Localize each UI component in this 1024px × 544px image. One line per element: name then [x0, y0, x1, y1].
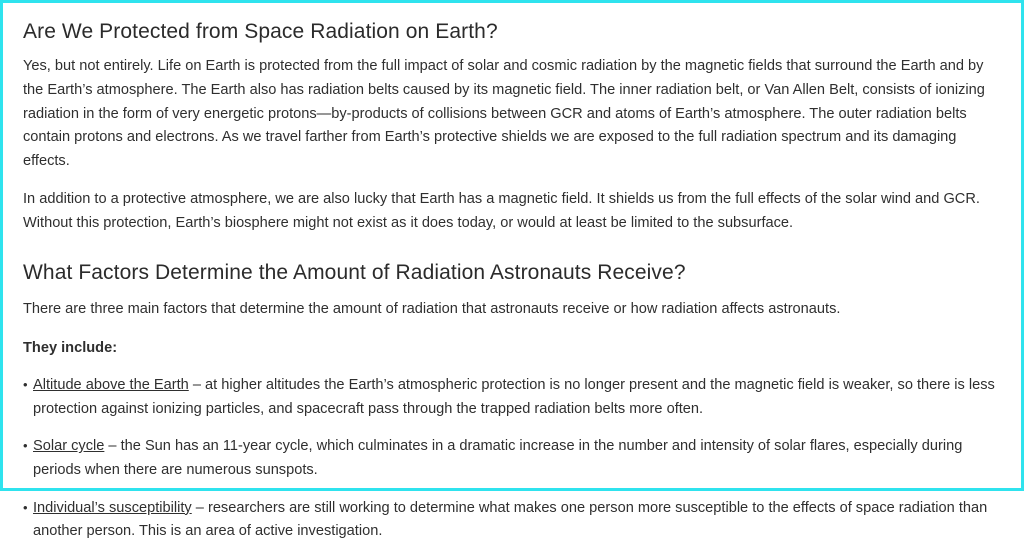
document-content [3, 3, 1021, 544]
paragraph-magnetic-field: In addition to a protective atmosphere, we are also lucky that Earth has a magnetic field. It shields us from the full effects of the solar wind and GCR. Without this protection, Earth’s biosphere might not exist as it does today, or would at least be limited to the subsurface. [23, 191, 980, 232]
list-item [23, 374, 1001, 421]
section-heading-factors: What Factors Determine the Amount of Radiation Astronauts Receive? [23, 260, 686, 284]
list-item-term: Individual’s susceptibility [33, 499, 192, 516]
list-item-text: – the Sun has an 11-year cycle, which culminates in a dramatic increase in the number and intensity of solar flares, especially during periods when there are numerous sunspots. [33, 438, 963, 478]
paragraph-earth-protection: Yes, but not entirely. Life on Earth is protected from the full impact of solar and cosmic radiation by the magnetic fields that surround the Earth and by the Earth’s atmosphere. The Earth also has radiation belts caused by its magnetic field. The inner radiation belt, or Van Allen Belt, consists of ionizing radiation in the form of very energetic protons—by-products of collisions between GCR and atoms of Earth’s atmosphere. The outer radiation belts contain protons and electrons. As we travel farther from Earth’s protective shields we are exposed to the full radiation spectrum and its damaging effects. [23, 58, 985, 169]
list-item-text: – researchers are still working to determine what makes one person more susceptible to the effects of space radiation than another person. This is an area of active investigation. [33, 499, 988, 540]
list-item [23, 435, 1001, 482]
list-item [23, 497, 1001, 544]
section-heading-protection: Are We Protected from Space Radiation on Earth? [23, 20, 498, 43]
list-item-term: Altitude above the Earth [33, 376, 189, 393]
list-item-text: – at higher altitudes the Earth’s atmospheric protection is no longer present and the magnetic field is weaker, so there is less protection against ionizing particles, and spacecraft pass through the trapped radiation belts more often. [33, 376, 995, 417]
list-lead-label: They include: [23, 339, 118, 356]
paragraph-three-factors: There are three main factors that determine the amount of radiation that astronauts receive or how radiation affects astronauts. [23, 300, 841, 317]
list-item-term: Solar cycle [33, 438, 105, 455]
factors-list [23, 374, 1001, 544]
